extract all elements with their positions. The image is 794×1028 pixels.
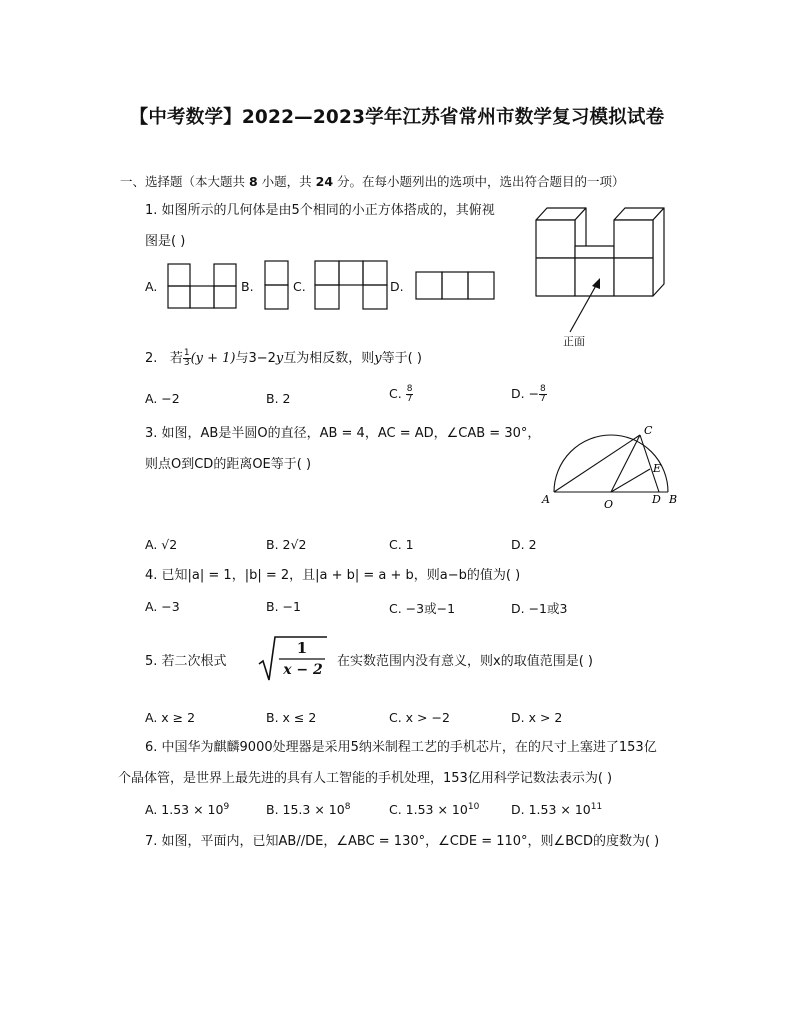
q5-option-b: B. x ≤ 2 (266, 710, 317, 725)
q2-option-b: B. 2 (266, 391, 291, 406)
q6-option-c (389, 802, 479, 817)
q1-option-c-figure (313, 259, 389, 313)
q6-option-b-base: B. 15.3 × 10 (266, 802, 345, 818)
q5-option-d: D. x > 2 (511, 710, 563, 725)
q1-solid-figure (530, 200, 670, 355)
section-prefix: 一、选择题（本大题共 (120, 174, 249, 189)
q2-option-d-fraction (539, 385, 547, 404)
q3-point-d: D (652, 493, 661, 506)
section-mid2: 分。在每小题列出的选项中，选出符合题目的一项） (333, 174, 625, 189)
q6-line2: 个晶体管，是世界上最先进的具有人工智能的手机处理，153亿用科学记数法表示为( ) (118, 771, 613, 786)
q4-option-a: A. −3 (145, 599, 180, 614)
q2-expr: (y + 1) (190, 351, 236, 366)
q2-option-c-label: C. (389, 386, 402, 401)
q1-option-c-label: C. (293, 279, 306, 294)
q2-option-d (511, 385, 547, 404)
q6-option-a (145, 802, 229, 817)
q3-line1: 3. 如图，AB是半圆O的直径，AB = 4，AC = AD，∠CAB = 30°， (145, 426, 541, 441)
section-header (120, 172, 625, 190)
q1-line2: 图是( ) (145, 234, 186, 249)
q5-radical-den: x − 2 (283, 662, 323, 678)
q2-number: 2. (145, 351, 158, 366)
q1-option-a-figure (166, 262, 240, 310)
q1-option-b-label: B. (241, 279, 254, 294)
section-mid1: 小题，共 (257, 174, 316, 189)
q3-semicircle-figure (540, 420, 685, 515)
page-title: 【中考数学】2022—2023学年江苏省常州市数学复习模拟试卷 (129, 107, 665, 128)
q2-end: 等于( ) (381, 351, 422, 366)
q4-line: 4. 已知|a| = 1，|b| = 2，且|a + b| = a + b，则a−b的值为( ) (145, 568, 521, 583)
q3-line2: 则点O到CD的距离OE等于( ) (145, 457, 312, 472)
q5-radical-num: 1 (296, 639, 308, 657)
q1-option-b-figure (263, 259, 291, 313)
q3-point-b: B (669, 493, 678, 506)
q2-tail: 互为相反数，则 (283, 351, 375, 366)
q1-line1: 1. 如图所示的几何体是由5个相同的小正方体搭成的，其俯视 (145, 203, 495, 218)
q3-point-o: O (604, 498, 614, 511)
q6-option-d-exp: 11 (590, 802, 603, 812)
q2-line (145, 349, 422, 368)
q3-option-d: D. 2 (511, 537, 537, 552)
q2-option-c-fraction (406, 385, 414, 404)
q2-option-c-den: 7 (406, 394, 413, 404)
q5-option-c: C. x > −2 (389, 710, 450, 725)
q2-frac-den: 3 (183, 358, 190, 368)
q5-post: 在实数范围内没有意义，则x的取值范围是( ) (337, 654, 593, 669)
section-count: 8 (248, 174, 258, 189)
q5-option-a: A. x ≥ 2 (145, 710, 196, 725)
q2-option-a: A. −2 (145, 391, 180, 406)
q2-var-y: y (275, 351, 284, 366)
q3-option-b: B. 2√2 (266, 537, 307, 552)
q6-line1: 6. 中国华为麒麟9000处理器是采用5纳米制程工艺的手机芯片，在的尺寸上塞进了153亿 (145, 740, 657, 755)
q6-option-d (511, 802, 602, 817)
q1-option-d-figure (414, 270, 496, 302)
q6-option-b (266, 802, 350, 817)
q2-option-c-num: 8 (406, 384, 413, 394)
q3-point-a: A (542, 493, 550, 506)
q2-option-d-label: D. − (511, 386, 540, 401)
q2-option-d-den: 7 (540, 394, 546, 404)
q2-tail-y: y (374, 351, 382, 366)
q1-figure-label: 正面 (563, 335, 585, 348)
q5-pre: 5. 若二次根式 (145, 654, 227, 669)
q2-fraction (183, 349, 191, 368)
q4-option-c: C. −3或−1 (389, 601, 456, 616)
q6-option-b-exp: 8 (344, 802, 351, 812)
q3-option-a: A. √2 (145, 537, 178, 552)
q1-option-d-label: D. (390, 279, 404, 294)
q3-point-c: C (644, 424, 653, 437)
q4-option-b: B. −1 (266, 599, 301, 614)
q1-option-a-label: A. (145, 279, 158, 294)
q2-option-c (389, 385, 413, 404)
q2-frac-num: 1 (183, 348, 190, 358)
q4-option-d: D. −1或3 (511, 601, 568, 616)
q3-point-e: E (653, 462, 662, 475)
q3-option-c: C. 1 (389, 537, 414, 552)
q6-option-a-exp: 9 (223, 802, 230, 812)
q6-option-c-base: C. 1.53 × 10 (389, 802, 468, 818)
q6-option-c-exp: 10 (467, 802, 480, 812)
q2-option-d-num: 8 (540, 384, 546, 394)
q5-radical (257, 634, 329, 684)
q7-line: 7. 如图，平面内，已知AB//DE，∠ABC = 130°，∠CDE = 110°，则∠BCD的度数为( ) (145, 834, 660, 849)
q6-option-d-base: D. 1.53 × 10 (511, 802, 591, 818)
section-score: 24 (315, 174, 334, 189)
q6-option-a-base: A. 1.53 × 10 (145, 802, 224, 818)
q2-pre: 若 (169, 351, 183, 366)
q2-mid: 与3−2 (235, 351, 276, 366)
